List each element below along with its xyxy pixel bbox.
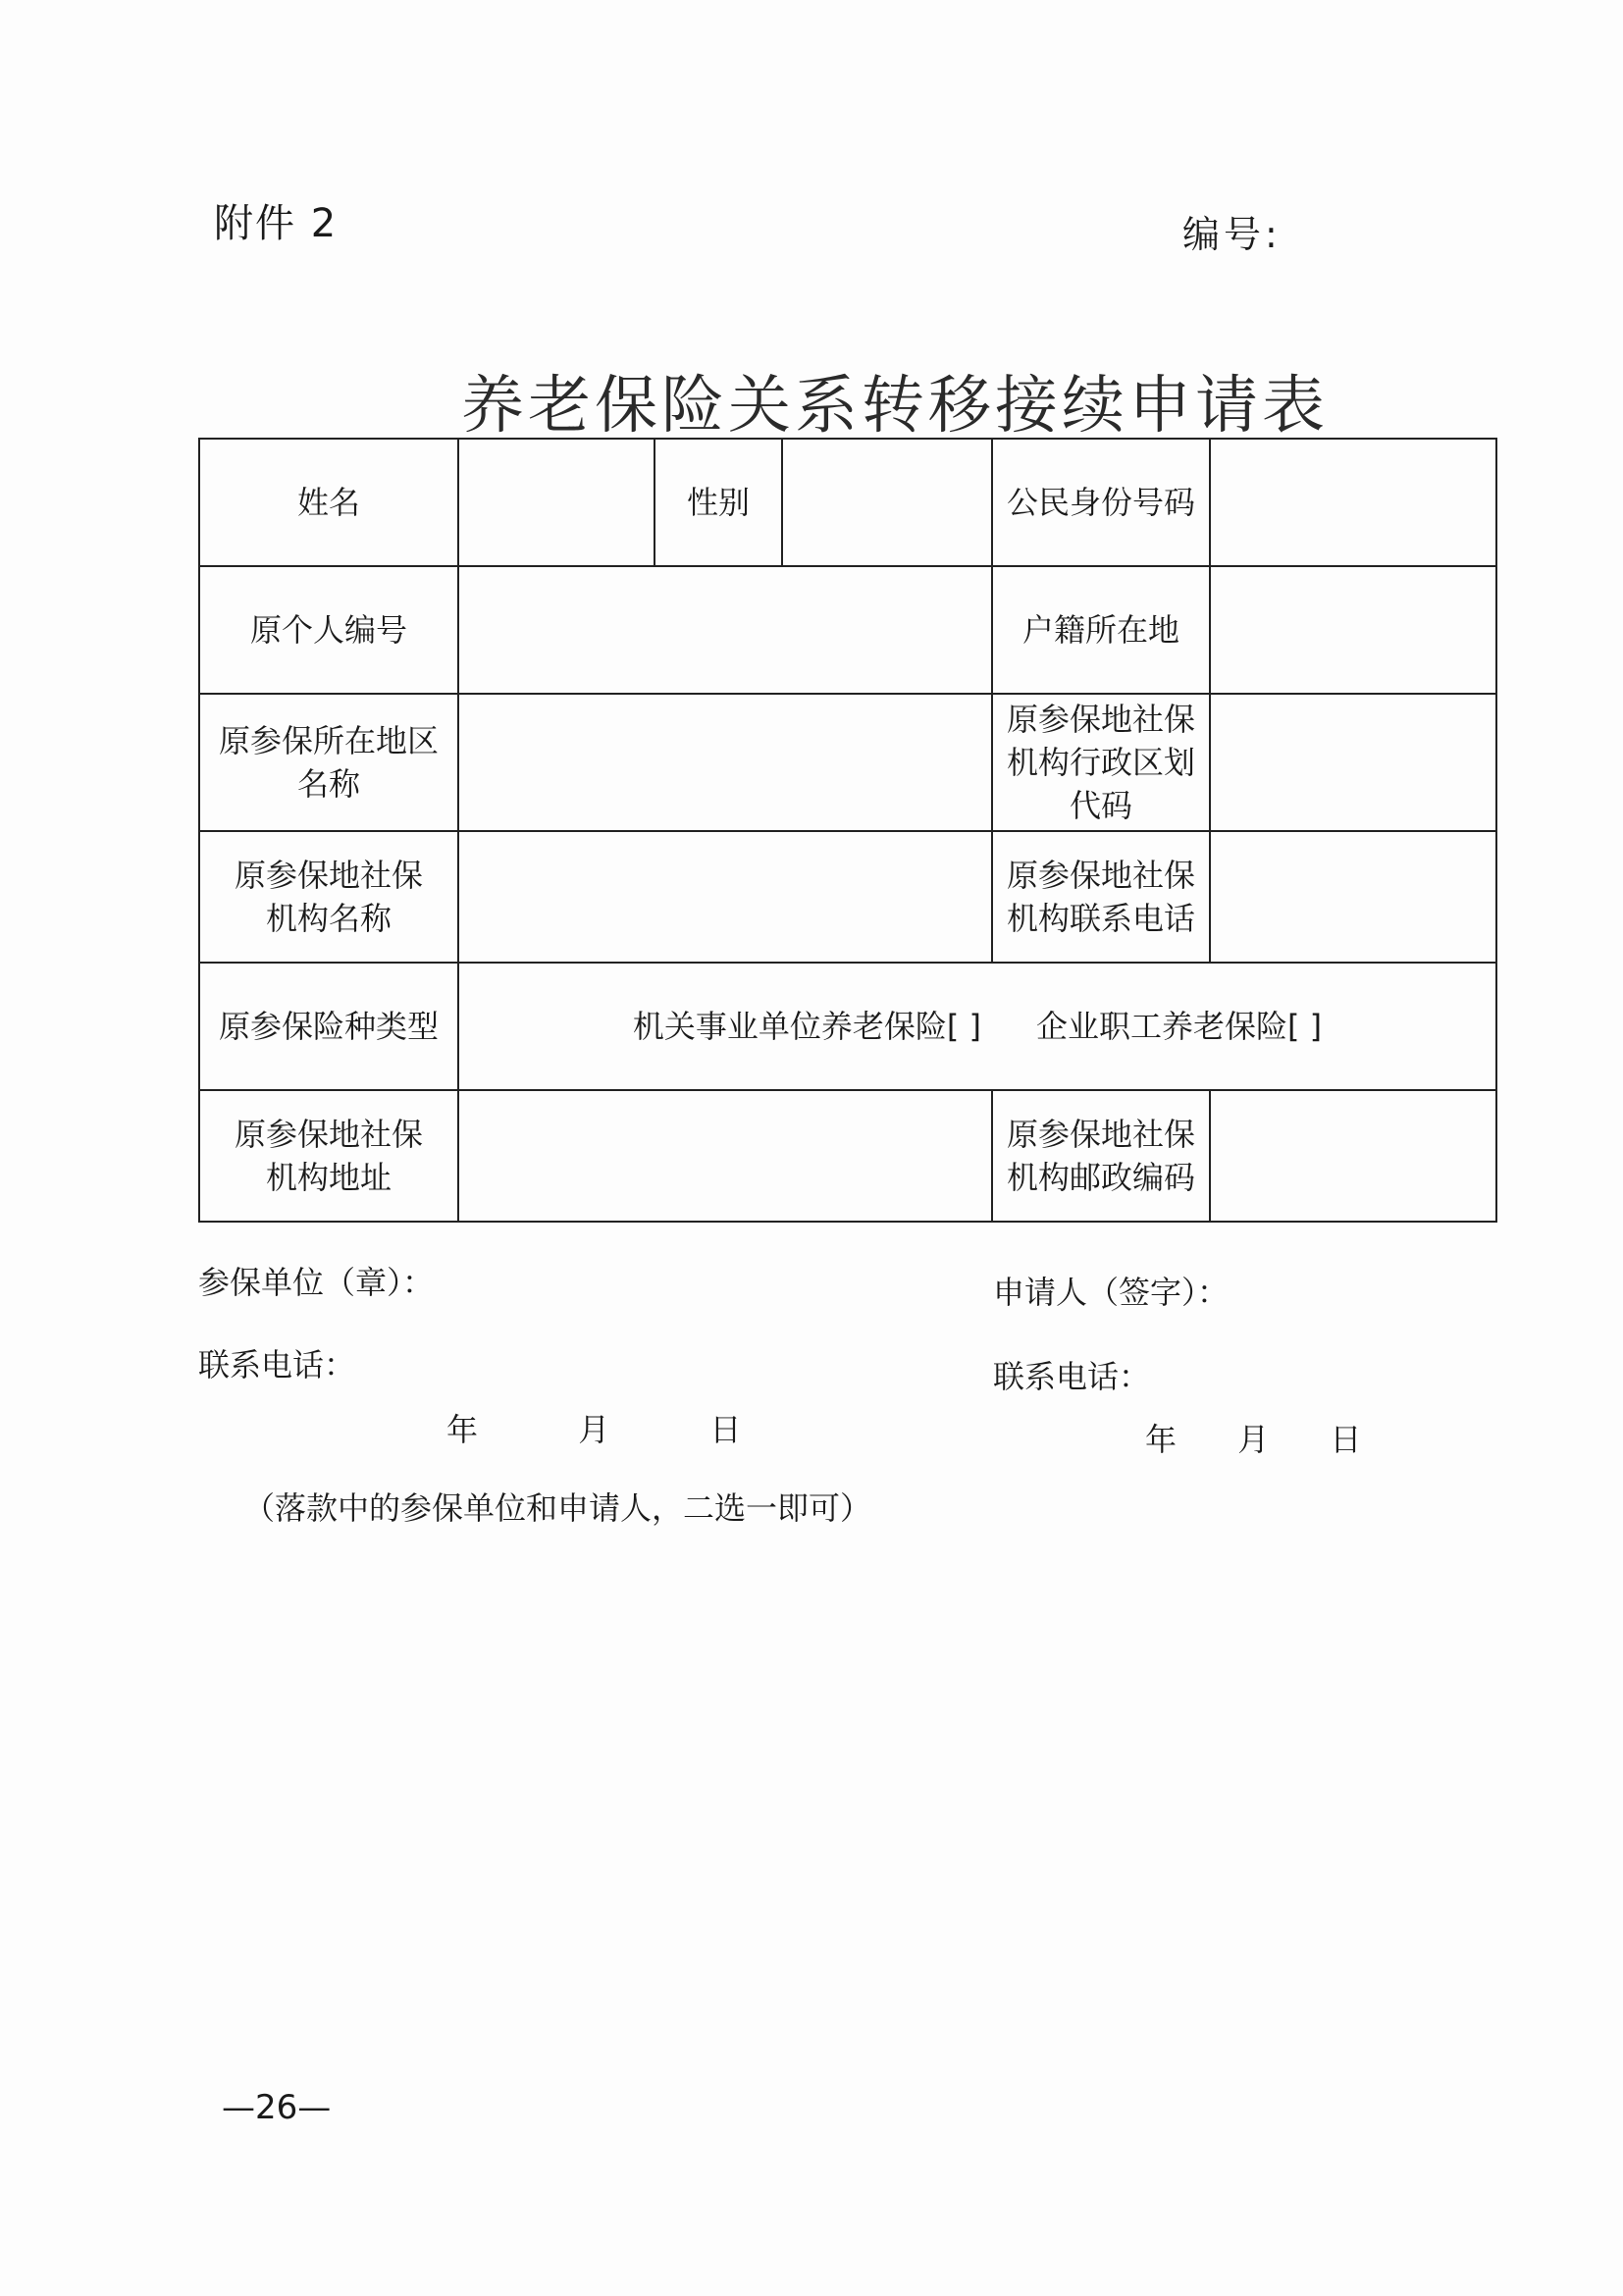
agency-address-label-line: 机构地址 — [265, 1159, 392, 1196]
insurance-type-option-enterprise[interactable]: 企业职工养老保险[ ] — [1036, 1008, 1323, 1045]
agency-phone-label-line: 机构联系电话 — [1006, 900, 1195, 937]
household-registration-label: 户籍所在地 — [992, 566, 1210, 694]
unit-date — [446, 1405, 792, 1450]
agency-name-field[interactable] — [458, 831, 992, 963]
region-name-label-line: 名称 — [296, 765, 360, 803]
name-label: 姓名 — [199, 439, 458, 566]
agency-postcode-label-line: 原参保地社保 — [1006, 1116, 1195, 1153]
name-field[interactable] — [458, 439, 654, 566]
agency-name-label-line: 原参保地社保 — [234, 857, 423, 894]
form-title: 养老保险关系转移接续申请表 — [461, 370, 1329, 443]
gender-label: 性别 — [654, 439, 782, 566]
day-label: 日 — [1330, 1421, 1362, 1458]
insurance-type-label: 原参保险种类型 — [199, 963, 458, 1090]
applicant-signature-label: 申请人（签字）： — [993, 1274, 1230, 1311]
form-row-insurance-type — [199, 963, 1496, 1090]
agency-name-label — [199, 831, 458, 963]
region-code-label — [992, 694, 1210, 831]
form-row-region — [199, 694, 1496, 831]
year-label: 年 — [446, 1411, 479, 1448]
page-number: —26— — [222, 2088, 332, 2127]
gender-field[interactable] — [782, 439, 992, 566]
id-number-field[interactable] — [1210, 439, 1496, 566]
form-row-identity — [199, 439, 1496, 566]
application-form-table — [198, 438, 1497, 1223]
region-code-field[interactable] — [1210, 694, 1496, 831]
applicant-date — [1145, 1415, 1412, 1460]
region-name-label-line: 原参保所在地区 — [218, 722, 439, 759]
signature-note: （落款中的参保单位和申请人，二选一即可） — [243, 1489, 872, 1527]
attachment-label: 附件 2 — [214, 201, 339, 246]
day-label: 日 — [709, 1411, 742, 1448]
region-name-field[interactable] — [458, 694, 992, 831]
region-code-label-line: 机构行政区划 — [1006, 744, 1195, 781]
unit-seal-label: 参保单位（章）： — [198, 1264, 435, 1301]
agency-address-field[interactable] — [458, 1090, 992, 1222]
serial-number-label: 编号: — [1182, 213, 1282, 256]
insurance-type-option-institution[interactable]: 机关事业单位养老保险[ ] — [632, 1008, 981, 1045]
applicant-phone-label: 联系电话： — [993, 1358, 1151, 1395]
insurance-type-options — [458, 963, 1496, 1090]
agency-name-label-line: 机构名称 — [265, 900, 392, 937]
id-number-label: 公民身份号码 — [992, 439, 1210, 566]
agency-address-label-line: 原参保地社保 — [234, 1116, 423, 1153]
agency-phone-label-line: 原参保地社保 — [1006, 857, 1195, 894]
agency-phone-label — [992, 831, 1210, 963]
agency-phone-field[interactable] — [1210, 831, 1496, 963]
region-code-label-line: 代码 — [1069, 787, 1132, 824]
personal-number-label: 原个人编号 — [199, 566, 458, 694]
agency-address-label — [199, 1090, 458, 1222]
household-registration-field[interactable] — [1210, 566, 1496, 694]
region-name-label — [199, 694, 458, 831]
form-row-personal-no — [199, 566, 1496, 694]
form-row-agency — [199, 831, 1496, 963]
month-label: 月 — [578, 1411, 610, 1448]
personal-number-field[interactable] — [458, 566, 992, 694]
month-label: 月 — [1237, 1421, 1270, 1458]
agency-postcode-label-line: 机构邮政编码 — [1006, 1159, 1195, 1196]
form-row-address — [199, 1090, 1496, 1222]
agency-postcode-label — [992, 1090, 1210, 1222]
unit-phone-label: 联系电话： — [198, 1346, 356, 1383]
agency-postcode-field[interactable] — [1210, 1090, 1496, 1222]
year-label: 年 — [1145, 1421, 1178, 1458]
region-code-label-line: 原参保地社保 — [1006, 701, 1195, 738]
